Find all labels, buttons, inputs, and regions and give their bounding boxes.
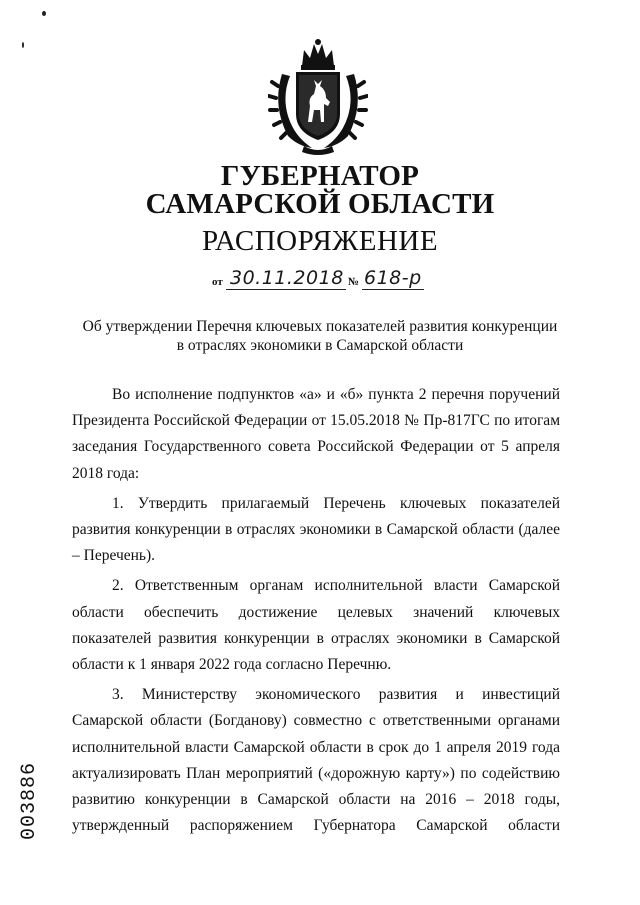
date-prefix-label: от [212,276,223,288]
scan-speck [22,42,24,48]
scan-speck [42,11,46,16]
preamble-paragraph: Во исполнение подпунктов «а» и «б» пункта 2 перечня поручений Президента Российской Федерации от 15.05.2018 № Пр-817ГС по итогам заседания Государственного совета Российской Федерации от 5 апреля 2018 года: [72,386,560,482]
number-handwritten: 618-р [364,267,422,289]
date-handwritten: 30.11.2018 [230,267,344,289]
document-type-heading: РАСПОРЯЖЕНИЕ [201,225,439,257]
item-3-paragraph: 3. Министерству экономического развития и инвестиций Самарской области (Богданову) совместно с ответственными органами исполнительной власти Самарской области в срок до 1 апреля 2019 года актуализировать План мероприятий («дорожную карту») по содействию развитию конкуренции в Самарской области на 2016 – 2018 годы, утвержденный распоряжением Губернатора Самарской области [72,686,560,835]
registration-line [212,266,442,292]
margin-serial-number: 003886 [18,761,41,840]
authority-title-line1: ГУБЕРНАТОР [220,160,420,192]
item-1-paragraph: 1. Утвердить прилагаемый Перечень ключевых показателей развития конкуренции в отраслях экономики в Самарской области (далее – Перечень). [72,494,560,565]
samara-coat-of-arms-icon [268,36,368,156]
document-subject [60,317,580,355]
document-body [72,382,560,843]
number-prefix-label: № [348,276,360,288]
number-underline [362,289,424,290]
authority-title-line2: САМАРСКОЙ ОБЛАСТИ [145,188,495,220]
item-2-paragraph: 2. Ответственным органам исполнительной власти Самарской области обеспечить достижение целевых значений ключевых показателей развития конкуренции в отраслях экономики в Самарской области к 1 января 2022 года согласно Перечню. [72,577,560,674]
date-underline [226,289,346,290]
subject-line1: Об утверждении Перечня ключевых показателей развития конкуренции [82,318,558,335]
subject-line2: в отраслях экономики в Самарской области [176,337,464,354]
